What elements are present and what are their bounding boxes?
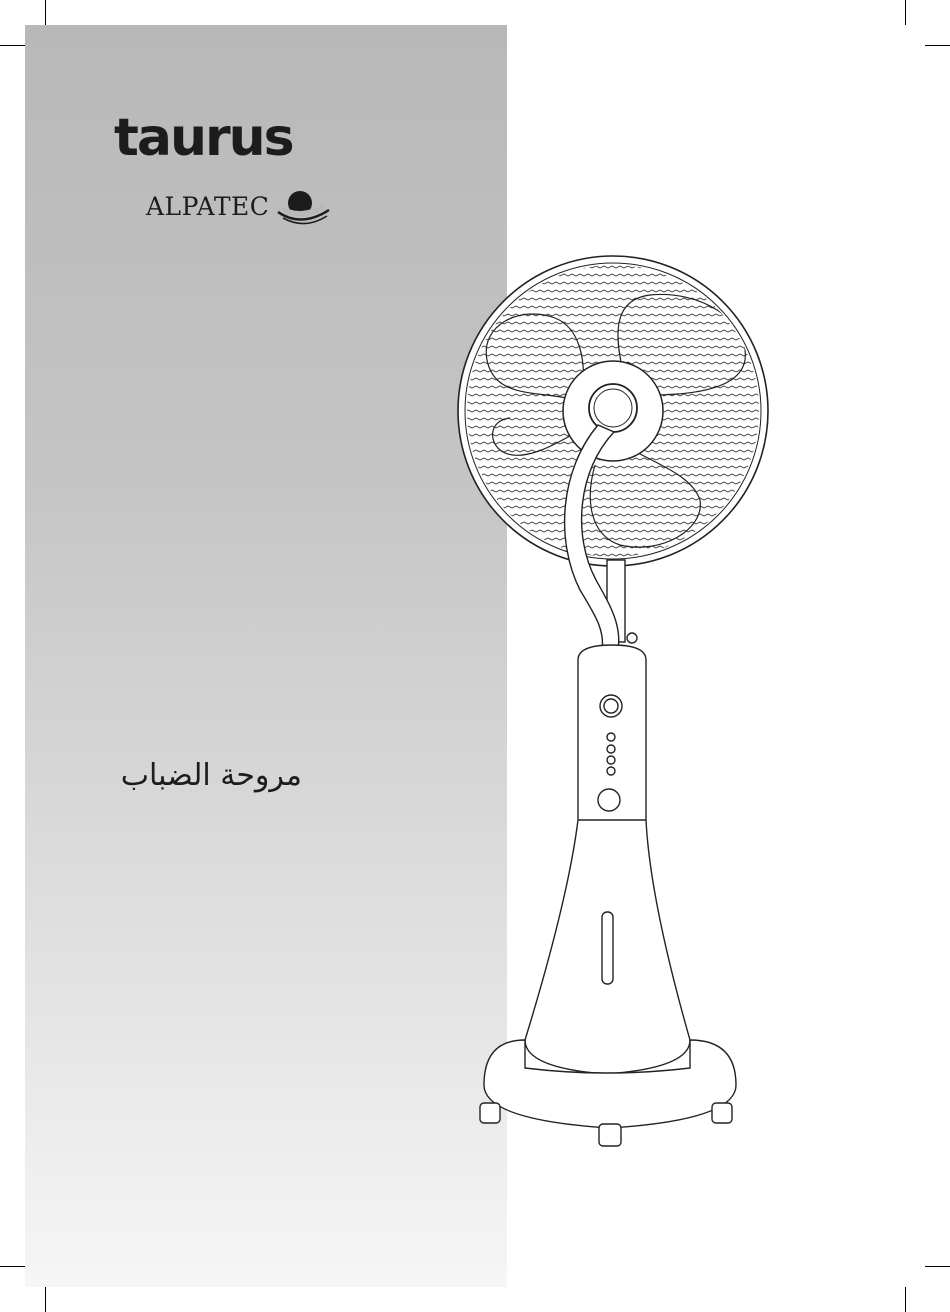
crop-mark (925, 1266, 950, 1267)
crop-mark (905, 0, 906, 25)
crop-mark (45, 1287, 46, 1312)
fan-guard (458, 256, 768, 566)
crop-mark (0, 45, 25, 46)
fan-body (525, 645, 690, 1074)
crop-mark (45, 0, 46, 25)
sub-brand-text: ALPATEC (146, 191, 270, 221)
crop-mark (925, 45, 950, 46)
mist-fan-illustration (450, 250, 770, 1160)
brand-logo-text: taurus (114, 108, 293, 168)
sub-brand-logo (146, 186, 333, 226)
crop-mark (0, 1266, 25, 1267)
product-title: مروحة الضباب (120, 758, 302, 793)
alpatec-swoosh-icon (275, 186, 333, 226)
crop-mark (905, 1287, 906, 1312)
